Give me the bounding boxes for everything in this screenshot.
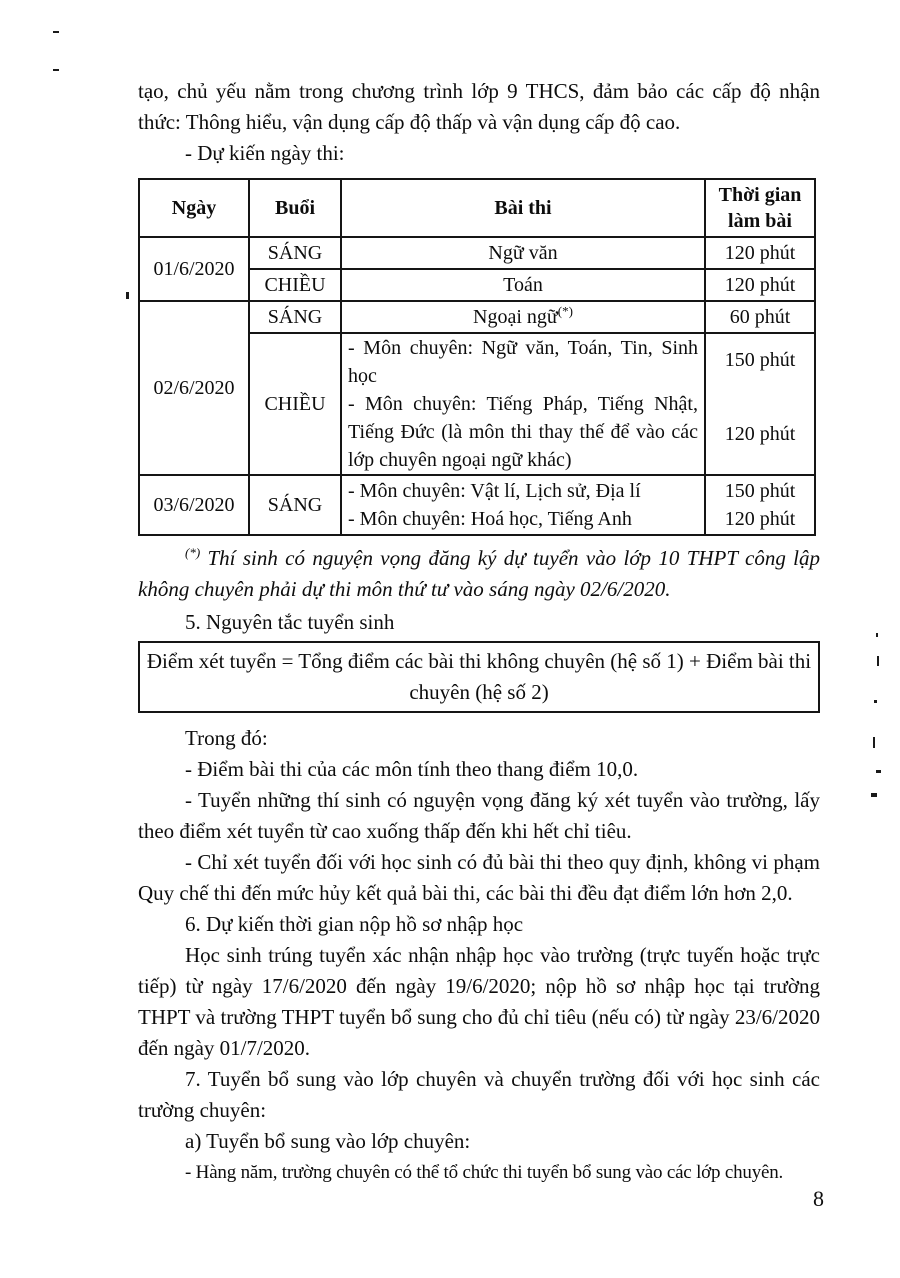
cell-exam xyxy=(341,333,705,475)
exam-item: - Môn chuyên: Ngữ văn, Toán, Tin, Sinh học xyxy=(348,337,698,387)
footnote-text: Thí sinh có nguyện vọng đăng ký dự tuyển vào lớp 10 THPT công lập không chuyên phải dự thi môn thứ tư vào sáng ngày 02/6/2020. xyxy=(138,546,820,601)
cell-date: 02/6/2020 xyxy=(139,301,249,475)
col-header-exam: Bài thi xyxy=(341,179,705,237)
section-5-item: - Tuyển những thí sinh có nguyện vọng đăng ký xét tuyển vào trường, lấy theo điểm xét tuyển từ cao xuống thấp đến khi hết chỉ tiêu. xyxy=(138,788,820,843)
intro-paragraph: tạo, chủ yếu nằm trong chương trình lớp 9 THCS, đảm bảo các cấp độ nhận thức: Thông hiểu, vận dụng cấp độ thấp và vận dụng cấp độ cao. xyxy=(138,79,820,134)
scan-artifact xyxy=(126,292,129,299)
cell-duration xyxy=(705,475,815,535)
scan-artifact xyxy=(874,700,877,703)
scan-artifact xyxy=(53,31,59,33)
exam-schedule-table xyxy=(138,178,816,536)
col-header-duration: Thời gian làm bài xyxy=(705,179,815,237)
section-5-item: - Điểm bài thi của các môn tính theo thang điểm 10,0. xyxy=(185,757,639,781)
page-number: 8 xyxy=(813,1186,824,1211)
table-row xyxy=(139,301,815,333)
duration-value: 150 phút xyxy=(724,480,796,502)
col-header-session: Buổi xyxy=(249,179,341,237)
exam-item: - Môn chuyên: Tiếng Pháp, Tiếng Nhật, Tiếng Đức (là môn thi thay thế để vào các lớp chuyên ngoại ngữ khác) xyxy=(348,393,698,471)
section-7-item-a: a) Tuyển bổ sung vào lớp chuyên: xyxy=(185,1129,471,1153)
section-5-heading: 5. Nguyên tắc tuyển sinh xyxy=(185,610,395,634)
footnote xyxy=(138,543,820,605)
scan-artifact xyxy=(876,633,878,637)
cell-exam: Toán xyxy=(341,269,705,301)
scan-artifact xyxy=(53,69,59,71)
section-6-paragraph: Học sinh trúng tuyển xác nhận nhập học vào trường (trực tuyến hoặc trực tiếp) từ ngày 17/6/2020 đến ngày 19/6/2020; nộp hồ sơ nhập học tại trường THPT và trường THPT tuyển bổ sung cho đủ chỉ tiêu (nếu có) từ ngày 23/6/2020 đến ngày 01/7/2020. xyxy=(138,943,820,1060)
duration-value: 120 phút xyxy=(724,423,796,445)
cell-date: 03/6/2020 xyxy=(139,475,249,535)
section-6-heading: 6. Dự kiến thời gian nộp hồ sơ nhập học xyxy=(185,912,524,936)
exam-item: - Môn chuyên: Hoá học, Tiếng Anh xyxy=(348,508,632,530)
cell-date: 01/6/2020 xyxy=(139,237,249,301)
section-5-item: - Chỉ xét tuyển đối với học sinh có đủ bài thi theo quy định, không vi phạm Quy chế thi đến mức hủy kết quả bài thi, các bài thi đều đạt điểm lớn hơn 2,0. xyxy=(138,850,820,905)
cell-duration xyxy=(705,333,815,475)
du-kien-line: - Dự kiến ngày thi: xyxy=(185,141,345,165)
duration-value: 150 phút xyxy=(724,349,796,371)
table-header-row xyxy=(139,179,815,237)
cell-session: CHIỀU xyxy=(249,333,341,475)
table-row xyxy=(139,475,815,535)
cell-exam: Ngữ văn xyxy=(341,237,705,269)
footnote-marker: (*) xyxy=(185,545,201,560)
scan-artifact xyxy=(873,737,875,748)
duration-value: 120 phút xyxy=(724,508,796,530)
col-header-date: Ngày xyxy=(139,179,249,237)
cell-session: SÁNG xyxy=(249,237,341,269)
section-7-item-a1: - Hàng năm, trường chuyên có thể tổ chức thi tuyển bổ sung vào các lớp chuyên. xyxy=(185,1162,784,1183)
cell-duration: 120 phút xyxy=(705,237,815,269)
section-7-heading: 7. Tuyển bổ sung vào lớp chuyên và chuyển trường đối với học sinh các trường chuyên: xyxy=(138,1067,820,1122)
trong-do-label: Trong đó: xyxy=(185,726,268,750)
document-content xyxy=(138,0,820,1188)
exam-item: - Môn chuyên: Vật lí, Lịch sử, Địa lí xyxy=(348,480,641,502)
footnote-ref: (*) xyxy=(557,303,573,319)
cell-session: SÁNG xyxy=(249,301,341,333)
cell-exam: Ngoại ngữ(*) xyxy=(341,301,705,333)
scan-artifact xyxy=(876,770,881,773)
cell-duration: 60 phút xyxy=(705,301,815,333)
scan-artifact xyxy=(871,793,877,797)
scan-artifact xyxy=(877,656,879,666)
cell-session: SÁNG xyxy=(249,475,341,535)
cell-exam xyxy=(341,475,705,535)
cell-session: CHIỀU xyxy=(249,269,341,301)
formula-box: Điểm xét tuyển = Tổng điểm các bài thi không chuyên (hệ số 1) + Điểm bài thi chuyên (hệ số 2) xyxy=(138,641,820,713)
cell-duration: 120 phút xyxy=(705,269,815,301)
table-row xyxy=(139,237,815,269)
